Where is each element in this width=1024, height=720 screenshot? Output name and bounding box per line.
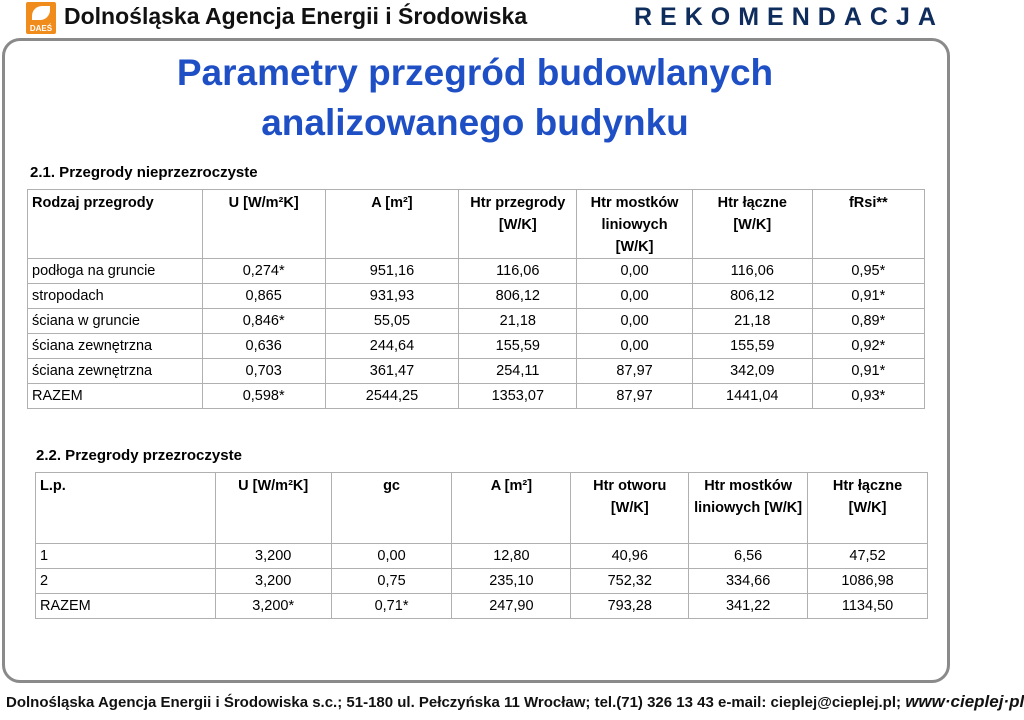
table-cell: 155,59 <box>459 334 577 359</box>
column-header: L.p. <box>36 473 216 544</box>
table-cell: 334,66 <box>689 569 808 594</box>
section-1-title: 2.1. Przegrody nieprzezroczyste <box>30 164 258 181</box>
table-cell: 361,47 <box>325 359 459 384</box>
table-cell: 341,22 <box>689 594 808 619</box>
column-header: Htr otworu [W/K] <box>571 473 689 544</box>
title-line-2: analizowanego budynku <box>261 102 689 143</box>
column-header: U [W/m²K] <box>215 473 331 544</box>
table-cell: 40,96 <box>571 544 689 569</box>
table-cell: 806,12 <box>692 284 812 309</box>
table-cell: podłoga na gruncie <box>28 259 203 284</box>
table-cell: ściana zewnętrzna <box>28 334 203 359</box>
footer-address: Dolnośląska Agencja Energii i Środowiska s.c.; 51-180 ul. Pełczyńska 11 Wrocław; tel.(71) 326 13 43 e-mail: cieplej@cieplej.pl; <box>6 694 902 711</box>
table-cell: 951,16 <box>325 259 459 284</box>
column-header: Htr łączne [W/K] <box>692 190 812 259</box>
table-cell: 806,12 <box>459 284 577 309</box>
table-cell: 0,598* <box>202 384 325 409</box>
table-header <box>28 190 925 259</box>
table-cell: 0,92* <box>812 334 924 359</box>
table-cell: 3,200 <box>215 569 331 594</box>
website-link[interactable]: www·cieplej·pl <box>905 692 1024 711</box>
table-row <box>28 284 925 309</box>
table-cell: ściana zewnętrzna <box>28 359 203 384</box>
table-cell: 752,32 <box>571 569 689 594</box>
table-cell: 342,09 <box>692 359 812 384</box>
column-header: fRsi** <box>812 190 924 259</box>
table-cell: 244,64 <box>325 334 459 359</box>
column-header: U [W/m²K] <box>202 190 325 259</box>
column-header: Rodzaj przegrody <box>28 190 203 259</box>
footer-contact <box>6 692 1024 712</box>
table-cell: 0,71* <box>331 594 452 619</box>
table-row-total <box>28 384 925 409</box>
table-header <box>36 473 928 544</box>
table-cell: 0,274* <box>202 259 325 284</box>
table-cell: ściana w gruncie <box>28 309 203 334</box>
table-cell: 3,200 <box>215 544 331 569</box>
table-cell: 2 <box>36 569 216 594</box>
table-cell: 0,865 <box>202 284 325 309</box>
table-row-total <box>36 594 928 619</box>
table-cell: 0,636 <box>202 334 325 359</box>
table-cell: 21,18 <box>459 309 577 334</box>
table-cell: 155,59 <box>692 334 812 359</box>
recommendation-badge: REKOMENDACJA <box>634 3 944 31</box>
table-cell: 0,846* <box>202 309 325 334</box>
table-cell: 6,56 <box>689 544 808 569</box>
table-cell: 3,200* <box>215 594 331 619</box>
opaque-partitions-table <box>27 189 925 409</box>
table-cell: 1441,04 <box>692 384 812 409</box>
table-cell: 254,11 <box>459 359 577 384</box>
table-cell: 116,06 <box>459 259 577 284</box>
column-header: Htr przegrody [W/K] <box>459 190 577 259</box>
column-header: Htr mostków liniowych [W/K] <box>577 190 693 259</box>
column-header: A [m²] <box>325 190 459 259</box>
table-cell: 116,06 <box>692 259 812 284</box>
table-cell: 0,00 <box>577 309 693 334</box>
table-cell: 0,00 <box>577 334 693 359</box>
table-cell: 2544,25 <box>325 384 459 409</box>
table-cell: 1134,50 <box>808 594 928 619</box>
table-cell: 0,91* <box>812 284 924 309</box>
table-cell: 87,97 <box>577 384 693 409</box>
table-cell: 0,00 <box>577 284 693 309</box>
table-row <box>28 334 925 359</box>
table-row <box>28 359 925 384</box>
column-header: Htr mostków liniowych [W/K] <box>689 473 808 544</box>
table-cell: 1086,98 <box>808 569 928 594</box>
table-cell: RAZEM <box>36 594 216 619</box>
section-2-title: 2.2. Przegrody przezroczyste <box>36 447 242 464</box>
table-cell: stropodach <box>28 284 203 309</box>
table-cell: 21,18 <box>692 309 812 334</box>
table-row <box>36 544 928 569</box>
column-header: gc <box>331 473 452 544</box>
column-header: Htr łączne [W/K] <box>808 473 928 544</box>
table-cell: 931,93 <box>325 284 459 309</box>
table-cell: 0,00 <box>331 544 452 569</box>
table-cell: 1 <box>36 544 216 569</box>
table-cell: 0,89* <box>812 309 924 334</box>
table-cell: 87,97 <box>577 359 693 384</box>
title-line-1: Parametry przegród budowlanych <box>176 52 774 93</box>
column-header: A [m²] <box>452 473 571 544</box>
table-cell: 247,90 <box>452 594 571 619</box>
table-cell: 793,28 <box>571 594 689 619</box>
table-cell: 12,80 <box>452 544 571 569</box>
transparent-partitions-table <box>35 472 928 619</box>
organization-name: Dolnośląska Agencja Energii i Środowiska <box>64 3 528 29</box>
table-cell: 0,91* <box>812 359 924 384</box>
table-cell: 55,05 <box>325 309 459 334</box>
logo-text: DAEŚ <box>29 24 53 33</box>
table-cell: 235,10 <box>452 569 571 594</box>
table-row <box>28 259 925 284</box>
table-cell: 47,52 <box>808 544 928 569</box>
table-cell: 0,75 <box>331 569 452 594</box>
table-cell: 0,703 <box>202 359 325 384</box>
table-cell: 0,00 <box>577 259 693 284</box>
table-row <box>28 309 925 334</box>
table-row <box>36 569 928 594</box>
table-cell: RAZEM <box>28 384 203 409</box>
table-cell: 0,93* <box>812 384 924 409</box>
table-cell: 0,95* <box>812 259 924 284</box>
table-cell: 1353,07 <box>459 384 577 409</box>
